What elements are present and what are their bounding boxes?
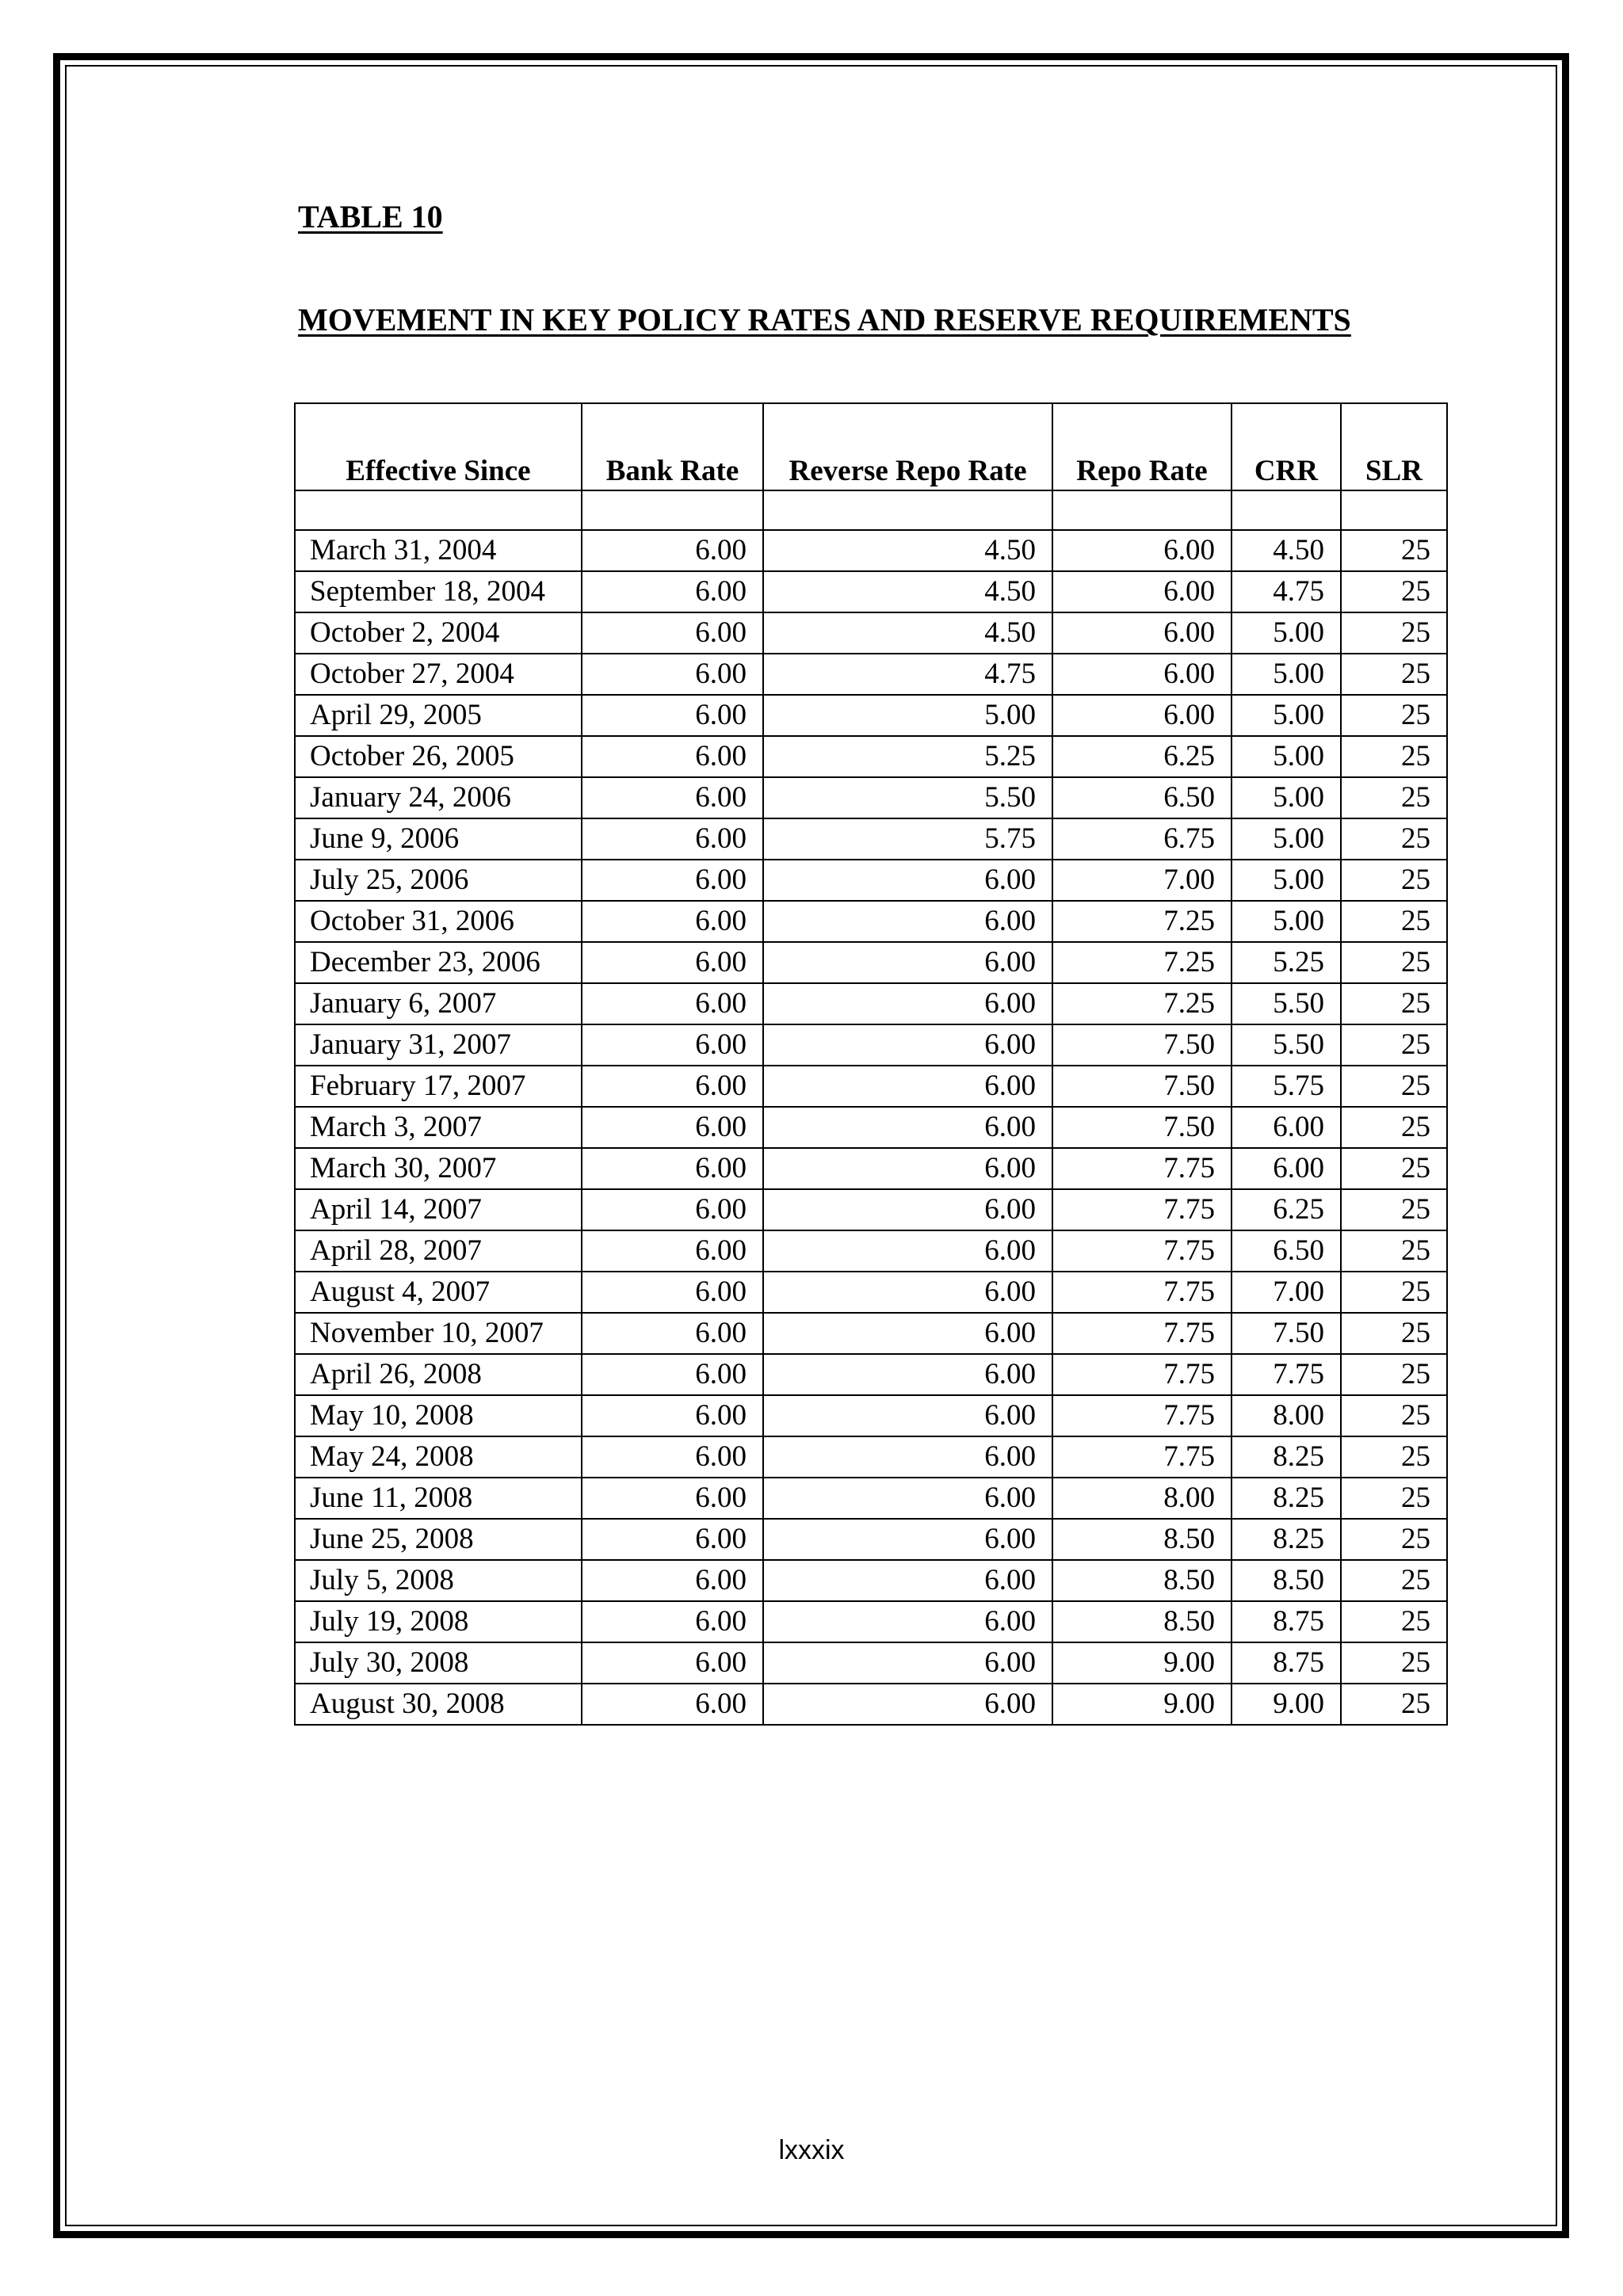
cell-repo-rate: 7.25 xyxy=(1052,942,1232,983)
cell-crr: 6.00 xyxy=(1232,1148,1341,1189)
cell-effective-since: June 25, 2008 xyxy=(295,1519,582,1560)
cell-crr: 7.00 xyxy=(1232,1272,1341,1313)
cell-slr: 25 xyxy=(1341,777,1447,818)
table-row xyxy=(295,695,1447,736)
cell-reverse-repo-rate: 6.00 xyxy=(763,1107,1052,1148)
cell-reverse-repo-rate: 4.50 xyxy=(763,571,1052,612)
cell-slr: 25 xyxy=(1341,1478,1447,1519)
cell-repo-rate: 7.75 xyxy=(1052,1189,1232,1230)
table-body xyxy=(295,490,1447,1725)
cell-repo-rate: 7.50 xyxy=(1052,1107,1232,1148)
cell-effective-since: April 29, 2005 xyxy=(295,695,582,736)
cell-bank-rate: 6.00 xyxy=(582,942,763,983)
cell-crr: 5.00 xyxy=(1232,860,1341,901)
cell-effective-since: December 23, 2006 xyxy=(295,942,582,983)
cell-slr: 25 xyxy=(1341,1436,1447,1478)
cell-bank-rate: 6.00 xyxy=(582,1354,763,1395)
cell-repo-rate: 7.50 xyxy=(1052,1066,1232,1107)
cell-crr: 5.00 xyxy=(1232,736,1341,777)
cell-slr: 25 xyxy=(1341,860,1447,901)
table-row xyxy=(295,1436,1447,1478)
blank-spacer-row xyxy=(295,490,1447,530)
cell-repo-rate: 8.00 xyxy=(1052,1478,1232,1519)
table-row xyxy=(295,983,1447,1024)
table-row xyxy=(295,530,1447,571)
cell-repo-rate: 7.75 xyxy=(1052,1230,1232,1272)
cell-reverse-repo-rate: 6.00 xyxy=(763,1230,1052,1272)
cell-slr: 25 xyxy=(1341,1189,1447,1230)
cell-crr: 8.25 xyxy=(1232,1519,1341,1560)
cell-crr: 5.50 xyxy=(1232,1024,1341,1066)
cell-slr: 25 xyxy=(1341,1230,1447,1272)
cell-reverse-repo-rate: 5.50 xyxy=(763,777,1052,818)
cell-effective-since: May 10, 2008 xyxy=(295,1395,582,1436)
table-row xyxy=(295,1519,1447,1560)
cell-crr: 5.00 xyxy=(1232,695,1341,736)
cell-bank-rate: 6.00 xyxy=(582,1313,763,1354)
cell-reverse-repo-rate: 6.00 xyxy=(763,1313,1052,1354)
cell-effective-since: October 31, 2006 xyxy=(295,901,582,942)
table-row xyxy=(295,942,1447,983)
cell-repo-rate: 6.50 xyxy=(1052,777,1232,818)
cell-slr: 25 xyxy=(1341,1684,1447,1725)
cell-bank-rate: 6.00 xyxy=(582,654,763,695)
cell-effective-since: July 25, 2006 xyxy=(295,860,582,901)
cell-crr: 5.75 xyxy=(1232,1066,1341,1107)
cell-effective-since: October 2, 2004 xyxy=(295,612,582,654)
cell-effective-since: April 28, 2007 xyxy=(295,1230,582,1272)
cell-slr: 25 xyxy=(1341,1601,1447,1642)
table-row xyxy=(295,860,1447,901)
table-row xyxy=(295,1313,1447,1354)
cell-crr: 6.00 xyxy=(1232,1107,1341,1148)
cell-repo-rate: 6.75 xyxy=(1052,818,1232,860)
cell-effective-since: April 26, 2008 xyxy=(295,1354,582,1395)
table-row xyxy=(295,1148,1447,1189)
cell-effective-since: March 3, 2007 xyxy=(295,1107,582,1148)
cell-slr: 25 xyxy=(1341,1519,1447,1560)
cell-reverse-repo-rate: 4.75 xyxy=(763,654,1052,695)
cell-slr: 25 xyxy=(1341,736,1447,777)
table-header-row xyxy=(295,403,1447,490)
cell-effective-since: October 27, 2004 xyxy=(295,654,582,695)
cell-crr: 5.00 xyxy=(1232,777,1341,818)
cell-reverse-repo-rate: 6.00 xyxy=(763,983,1052,1024)
cell-effective-since: August 30, 2008 xyxy=(295,1684,582,1725)
cell-reverse-repo-rate: 6.00 xyxy=(763,1148,1052,1189)
cell-bank-rate: 6.00 xyxy=(582,1189,763,1230)
cell-crr: 8.00 xyxy=(1232,1395,1341,1436)
cell-repo-rate: 6.00 xyxy=(1052,654,1232,695)
cell-reverse-repo-rate: 6.00 xyxy=(763,1601,1052,1642)
cell-effective-since: January 31, 2007 xyxy=(295,1024,582,1066)
table-label: TABLE 10 xyxy=(298,199,443,235)
cell-slr: 25 xyxy=(1341,942,1447,983)
header-slr: SLR xyxy=(1341,403,1447,490)
table-row xyxy=(295,1684,1447,1725)
cell-slr: 25 xyxy=(1341,1560,1447,1601)
blank-cell xyxy=(1052,490,1232,530)
cell-bank-rate: 6.00 xyxy=(582,1642,763,1684)
cell-bank-rate: 6.00 xyxy=(582,530,763,571)
cell-effective-since: April 14, 2007 xyxy=(295,1189,582,1230)
cell-crr: 8.75 xyxy=(1232,1642,1341,1684)
cell-repo-rate: 8.50 xyxy=(1052,1560,1232,1601)
cell-bank-rate: 6.00 xyxy=(582,1107,763,1148)
cell-reverse-repo-rate: 6.00 xyxy=(763,1272,1052,1313)
cell-slr: 25 xyxy=(1341,654,1447,695)
cell-crr: 5.00 xyxy=(1232,901,1341,942)
cell-slr: 25 xyxy=(1341,901,1447,942)
cell-reverse-repo-rate: 6.00 xyxy=(763,1436,1052,1478)
cell-repo-rate: 7.50 xyxy=(1052,1024,1232,1066)
cell-crr: 5.50 xyxy=(1232,983,1341,1024)
cell-reverse-repo-rate: 6.00 xyxy=(763,1066,1052,1107)
cell-repo-rate: 7.25 xyxy=(1052,983,1232,1024)
cell-reverse-repo-rate: 6.00 xyxy=(763,1024,1052,1066)
cell-repo-rate: 7.75 xyxy=(1052,1395,1232,1436)
cell-effective-since: January 6, 2007 xyxy=(295,983,582,1024)
table-row xyxy=(295,1066,1447,1107)
cell-crr: 8.25 xyxy=(1232,1436,1341,1478)
cell-bank-rate: 6.00 xyxy=(582,571,763,612)
cell-bank-rate: 6.00 xyxy=(582,777,763,818)
cell-effective-since: July 30, 2008 xyxy=(295,1642,582,1684)
cell-bank-rate: 6.00 xyxy=(582,1519,763,1560)
cell-repo-rate: 7.75 xyxy=(1052,1436,1232,1478)
cell-reverse-repo-rate: 6.00 xyxy=(763,1642,1052,1684)
blank-cell xyxy=(763,490,1052,530)
cell-effective-since: June 11, 2008 xyxy=(295,1478,582,1519)
cell-slr: 25 xyxy=(1341,1066,1447,1107)
table-row xyxy=(295,818,1447,860)
cell-reverse-repo-rate: 6.00 xyxy=(763,1354,1052,1395)
cell-crr: 4.75 xyxy=(1232,571,1341,612)
cell-reverse-repo-rate: 6.00 xyxy=(763,1395,1052,1436)
cell-repo-rate: 9.00 xyxy=(1052,1684,1232,1725)
blank-cell xyxy=(582,490,763,530)
cell-bank-rate: 6.00 xyxy=(582,1148,763,1189)
cell-bank-rate: 6.00 xyxy=(582,1478,763,1519)
cell-reverse-repo-rate: 5.75 xyxy=(763,818,1052,860)
cell-slr: 25 xyxy=(1341,1395,1447,1436)
cell-crr: 7.50 xyxy=(1232,1313,1341,1354)
cell-effective-since: July 5, 2008 xyxy=(295,1560,582,1601)
cell-reverse-repo-rate: 6.00 xyxy=(763,1189,1052,1230)
table-row xyxy=(295,1478,1447,1519)
cell-slr: 25 xyxy=(1341,1313,1447,1354)
cell-crr: 5.00 xyxy=(1232,818,1341,860)
cell-slr: 25 xyxy=(1341,983,1447,1024)
cell-crr: 5.00 xyxy=(1232,654,1341,695)
cell-repo-rate: 6.00 xyxy=(1052,530,1232,571)
blank-cell xyxy=(295,490,582,530)
table-row xyxy=(295,612,1447,654)
cell-effective-since: January 24, 2006 xyxy=(295,777,582,818)
cell-bank-rate: 6.00 xyxy=(582,1230,763,1272)
cell-crr: 6.25 xyxy=(1232,1189,1341,1230)
table-row xyxy=(295,1107,1447,1148)
blank-cell xyxy=(1341,490,1447,530)
cell-repo-rate: 8.50 xyxy=(1052,1601,1232,1642)
table-row xyxy=(295,736,1447,777)
cell-crr: 7.75 xyxy=(1232,1354,1341,1395)
cell-repo-rate: 9.00 xyxy=(1052,1642,1232,1684)
cell-bank-rate: 6.00 xyxy=(582,818,763,860)
table-row xyxy=(295,1272,1447,1313)
cell-bank-rate: 6.00 xyxy=(582,901,763,942)
cell-repo-rate: 7.75 xyxy=(1052,1313,1232,1354)
cell-reverse-repo-rate: 6.00 xyxy=(763,1560,1052,1601)
cell-crr: 6.50 xyxy=(1232,1230,1341,1272)
cell-effective-since: March 31, 2004 xyxy=(295,530,582,571)
table-row xyxy=(295,654,1447,695)
table-row xyxy=(295,1642,1447,1684)
table-row xyxy=(295,1230,1447,1272)
cell-effective-since: October 26, 2005 xyxy=(295,736,582,777)
cell-bank-rate: 6.00 xyxy=(582,612,763,654)
cell-crr: 8.50 xyxy=(1232,1560,1341,1601)
cell-slr: 25 xyxy=(1341,612,1447,654)
cell-effective-since: February 17, 2007 xyxy=(295,1066,582,1107)
cell-bank-rate: 6.00 xyxy=(582,1066,763,1107)
cell-repo-rate: 7.75 xyxy=(1052,1272,1232,1313)
cell-bank-rate: 6.00 xyxy=(582,983,763,1024)
cell-crr: 9.00 xyxy=(1232,1684,1341,1725)
cell-bank-rate: 6.00 xyxy=(582,860,763,901)
cell-effective-since: November 10, 2007 xyxy=(295,1313,582,1354)
cell-crr: 8.75 xyxy=(1232,1601,1341,1642)
table-title: MOVEMENT IN KEY POLICY RATES AND RESERVE REQUIREMENTS xyxy=(298,302,1351,338)
cell-reverse-repo-rate: 5.25 xyxy=(763,736,1052,777)
table-row xyxy=(295,901,1447,942)
cell-crr: 5.00 xyxy=(1232,612,1341,654)
cell-effective-since: September 18, 2004 xyxy=(295,571,582,612)
cell-crr: 4.50 xyxy=(1232,530,1341,571)
cell-bank-rate: 6.00 xyxy=(582,1684,763,1725)
cell-effective-since: June 9, 2006 xyxy=(295,818,582,860)
header-bank-rate: Bank Rate xyxy=(582,403,763,490)
cell-effective-since: March 30, 2007 xyxy=(295,1148,582,1189)
cell-effective-since: July 19, 2008 xyxy=(295,1601,582,1642)
cell-effective-since: August 4, 2007 xyxy=(295,1272,582,1313)
cell-bank-rate: 6.00 xyxy=(582,1272,763,1313)
cell-slr: 25 xyxy=(1341,1024,1447,1066)
cell-slr: 25 xyxy=(1341,1272,1447,1313)
table-row xyxy=(295,1395,1447,1436)
cell-slr: 25 xyxy=(1341,530,1447,571)
cell-reverse-repo-rate: 6.00 xyxy=(763,1519,1052,1560)
cell-slr: 25 xyxy=(1341,695,1447,736)
table-row xyxy=(295,571,1447,612)
cell-slr: 25 xyxy=(1341,571,1447,612)
cell-repo-rate: 6.00 xyxy=(1052,612,1232,654)
header-reverse-repo-rate: Reverse Repo Rate xyxy=(763,403,1052,490)
cell-crr: 5.25 xyxy=(1232,942,1341,983)
cell-slr: 25 xyxy=(1341,1148,1447,1189)
cell-bank-rate: 6.00 xyxy=(582,1395,763,1436)
cell-repo-rate: 6.25 xyxy=(1052,736,1232,777)
cell-repo-rate: 7.75 xyxy=(1052,1148,1232,1189)
table-row xyxy=(295,1189,1447,1230)
cell-effective-since: May 24, 2008 xyxy=(295,1436,582,1478)
cell-repo-rate: 6.00 xyxy=(1052,571,1232,612)
header-effective-since: Effective Since xyxy=(295,403,582,490)
cell-bank-rate: 6.00 xyxy=(582,695,763,736)
cell-reverse-repo-rate: 6.00 xyxy=(763,901,1052,942)
cell-repo-rate: 7.75 xyxy=(1052,1354,1232,1395)
cell-reverse-repo-rate: 4.50 xyxy=(763,530,1052,571)
cell-crr: 8.25 xyxy=(1232,1478,1341,1519)
cell-bank-rate: 6.00 xyxy=(582,1560,763,1601)
table-row xyxy=(295,1601,1447,1642)
table-row xyxy=(295,1560,1447,1601)
cell-reverse-repo-rate: 5.00 xyxy=(763,695,1052,736)
cell-slr: 25 xyxy=(1341,1642,1447,1684)
cell-repo-rate: 6.00 xyxy=(1052,695,1232,736)
cell-reverse-repo-rate: 6.00 xyxy=(763,1684,1052,1725)
cell-bank-rate: 6.00 xyxy=(582,1436,763,1478)
cell-repo-rate: 7.25 xyxy=(1052,901,1232,942)
header-repo-rate: Repo Rate xyxy=(1052,403,1232,490)
cell-bank-rate: 6.00 xyxy=(582,736,763,777)
cell-slr: 25 xyxy=(1341,818,1447,860)
cell-repo-rate: 7.00 xyxy=(1052,860,1232,901)
cell-slr: 25 xyxy=(1341,1107,1447,1148)
cell-repo-rate: 8.50 xyxy=(1052,1519,1232,1560)
page-number: lxxxix xyxy=(778,2135,845,2165)
cell-slr: 25 xyxy=(1341,1354,1447,1395)
cell-reverse-repo-rate: 6.00 xyxy=(763,860,1052,901)
table-row xyxy=(295,777,1447,818)
cell-reverse-repo-rate: 4.50 xyxy=(763,612,1052,654)
header-crr: CRR xyxy=(1232,403,1341,490)
table-row xyxy=(295,1354,1447,1395)
cell-reverse-repo-rate: 6.00 xyxy=(763,1478,1052,1519)
cell-bank-rate: 6.00 xyxy=(582,1601,763,1642)
cell-reverse-repo-rate: 6.00 xyxy=(763,942,1052,983)
blank-cell xyxy=(1232,490,1341,530)
cell-bank-rate: 6.00 xyxy=(582,1024,763,1066)
policy-rates-table xyxy=(294,402,1448,1726)
table-row xyxy=(295,1024,1447,1066)
